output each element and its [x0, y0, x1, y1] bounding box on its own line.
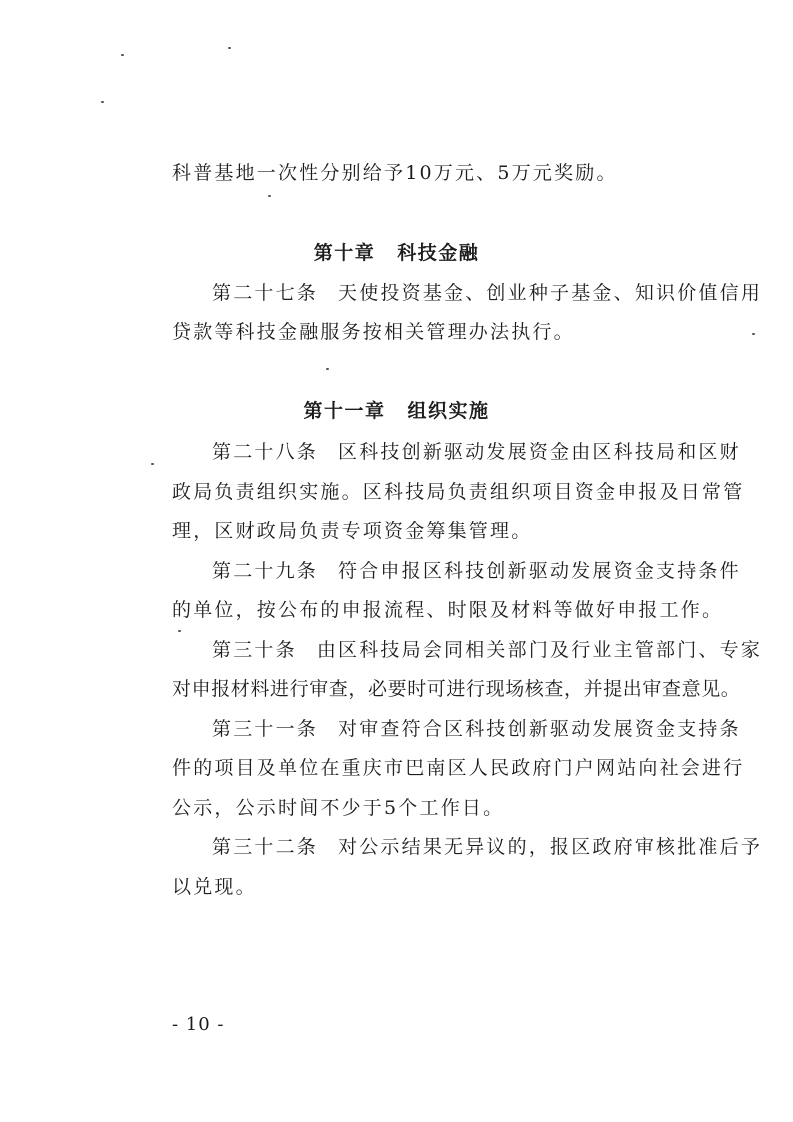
page-number: - 10 - — [172, 1014, 225, 1035]
article-29-line-1 — [212, 559, 764, 583]
article-28-line-2: 政局负责组织实施。区科技局负责组织项目资金申报及日常管 — [172, 481, 745, 503]
chapter-number: 第十一章 — [303, 400, 386, 422]
article-number: 第二十八条 — [212, 441, 319, 463]
article-text: 天使投资基金、创业种子基金、知识价值信用 — [338, 282, 763, 304]
article-number: 第三十条 — [212, 639, 297, 661]
article-text: 区科技创新驱动发展资金由区科技局和区财 — [338, 441, 741, 463]
chapter-heading-11 — [0, 399, 793, 423]
chapter-number: 第十章 — [313, 242, 376, 264]
article-30-line-1 — [212, 638, 764, 662]
chapter-heading-10 — [0, 241, 793, 265]
article-31-line-2: 件的项目及单位在重庆市巴南区人民政府门户网站向社会进行 — [172, 757, 745, 779]
article-28-line-1 — [212, 440, 764, 464]
article-number: 第三十一条 — [212, 718, 319, 740]
article-31-line-1 — [212, 717, 764, 741]
article-28-line-3: 理，区财政局负责专项资金筹集管理。 — [172, 520, 533, 542]
scan-speck — [228, 47, 231, 49]
article-text: 由区科技局会同相关部门及行业主管部门、专家 — [316, 639, 763, 661]
article-29-line-2: 的单位，按公布的申报流程、时限及材料等做好申报工作。 — [172, 599, 724, 621]
scan-speck — [268, 195, 271, 197]
article-27-line-2: 贷款等科技金融服务按相关管理办法执行。 — [172, 321, 575, 343]
scan-speck — [326, 368, 329, 370]
article-text: 对公示结果无异议的，报区政府审核批准后予 — [338, 836, 763, 858]
article-31-line-3: 公示，公示时间不少于5个工作日。 — [172, 797, 505, 819]
article-number: 第三十二条 — [212, 836, 319, 858]
article-text: 对审查符合区科技创新驱动发展资金支持条 — [338, 718, 741, 740]
chapter-title: 组织实施 — [407, 400, 490, 422]
scan-speck — [151, 463, 154, 465]
article-number: 第二十七条 — [212, 282, 319, 304]
article-27-line-1 — [212, 281, 764, 305]
article-30-line-2: 对申报材料进行审查，必要时可进行现场核查，并提出审查意见。 — [172, 678, 741, 700]
article-32-line-1 — [212, 835, 764, 859]
scan-speck — [752, 333, 755, 335]
chapter-title: 科技金融 — [397, 242, 480, 264]
scan-speck — [178, 630, 181, 632]
scan-speck — [101, 101, 104, 103]
article-32-line-2: 以兑现。 — [172, 876, 257, 898]
article-number: 第二十九条 — [212, 560, 319, 582]
scan-speck — [121, 54, 124, 56]
body-line: 科普基地一次性分别给予10万元、5万元奖励。 — [172, 162, 618, 184]
article-text: 符合申报区科技创新驱动发展资金支持条件 — [338, 560, 741, 582]
